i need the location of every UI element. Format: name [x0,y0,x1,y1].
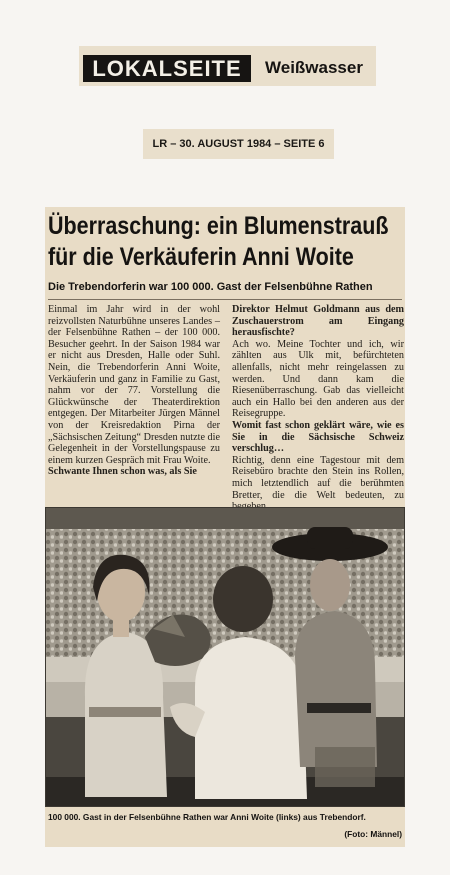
article-clipping [45,207,405,847]
dateline: LR – 30. AUGUST 1984 – SEITE 6 [152,138,325,150]
news-photo [45,507,405,807]
interview-question-2: Womit fast schon geklärt wäre, wie es Sie in die Sächsische Schweiz verschlug… [232,419,404,455]
photo-credit: (Foto: Männel) [344,829,402,839]
divider [48,299,402,300]
interview-answer-2: Richtig, denn eine Tagestour mit dem Reisebüro brachte den Stein ins Rollen, mich letztendlich auf die berühmten Bretter, die die Welt bedeuten, zu [232,454,404,501]
interview-answer-1: Ach wo. Meine Tochter und ich, wir zählten aus Ulk mit, befürchteten allenfalls, nicht mehr reingelassen zu werden. Und dann kam die Riesenüberraschung. Gab das vielleicht auch ein Hallo bei den anderen aus der Reisegruppe. [232,338,404,420]
headline-line-2: für die Verkäuferin Anni Woite [48,243,354,271]
headline [48,211,389,273]
interview-question-1-end: Direktor Helmut Goldmann aus dem Zuschauerstrom am Eingang herausfischte? [232,304,404,339]
interview-question-1-start: Schwante Ihnen schon was, als Sie [48,466,197,478]
dateline-clipping [143,129,334,159]
photo-caption: 100 000. Gast in der Felsenbühne Rathen war Anni Woite (links) aus Trebendorf. [48,812,366,822]
left-column [48,304,220,478]
left-column-body: Einmal im Jahr wird in der wohl reizvollsten Naturbühne unseres Landes – der Felsenbühne Rathen – der 100 000. Besucher geehrt. In der Saison 1984 war er nicht aus Dresden, Halle oder Suhl. Nein, die Trebendorferin Anni Woite, Verkäuferin und ganz in Familie zu Gast, nahm vor der 77. Vorstellung die Glückwünsche der Theaterdirektion entgegen. Der Mitarbeiter Jürgen Männel von der Kreisredaktion Pirna der „Sächsischen Zeitung“ Dresden nutzte die Gelegenheit in der Vorstellungspause zu einem kurzen Gespräch mit Frau Woite. [48,304,220,466]
section-label: LOKALSEITE [83,55,251,82]
city-name: Weißwasser [265,58,363,77]
subheadline: Die Trebendorferin war 100 000. Gast der Felsenbühne Rathen [48,281,373,293]
photo-illustration [45,507,405,807]
section-header [79,46,376,86]
right-column [232,304,404,513]
headline-line-1: Überraschung: ein Blumenstrauß [48,212,389,240]
